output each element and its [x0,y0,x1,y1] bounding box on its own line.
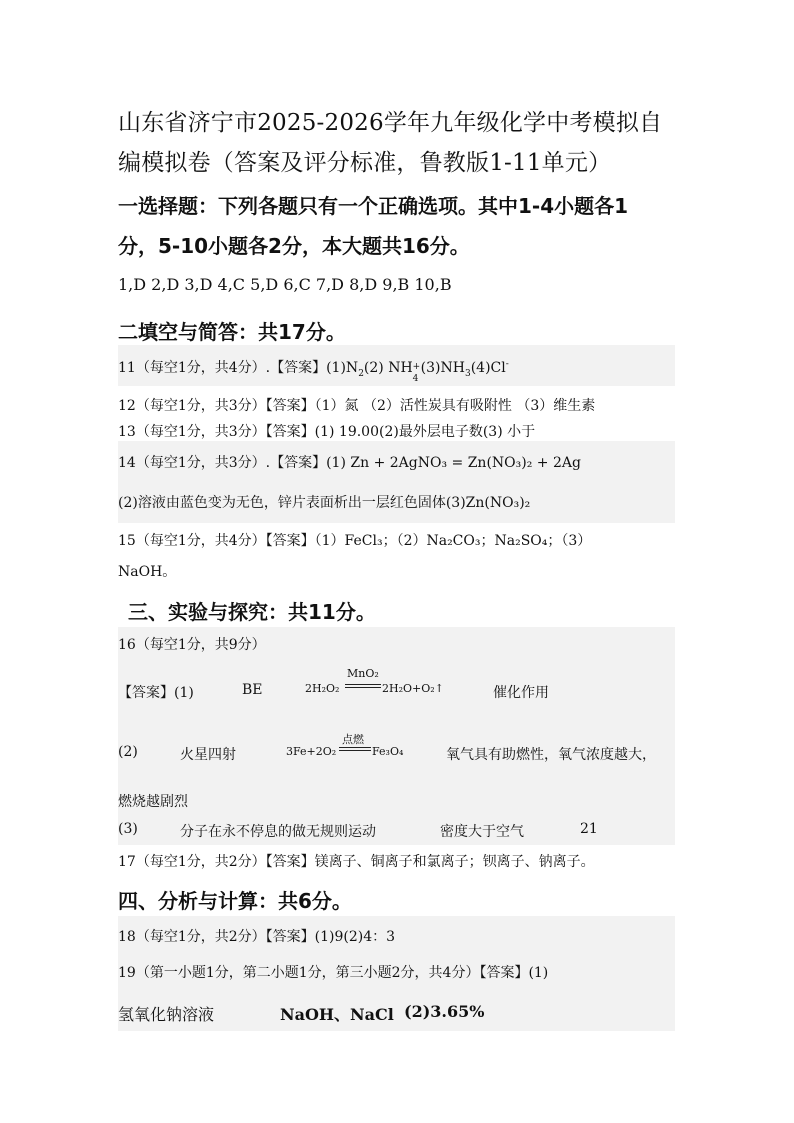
q14-equation: Zn + 2AgNO₃ = Zn(NO₃)₂ + 2Ag [350,455,581,471]
q17-answer: 17（每空1分，共2分）【答案】镁离子、铜离子和氯离子；钡离子、钠离子。 [118,854,595,870]
section1-answers: 1,D 2,D 3,D 4,C 5,D 6,C 7,D 8,D 9,B 10,B [118,275,452,294]
q16-row1-answer-a: BE [242,682,263,698]
q18-answer: 18（每空1分，共2分）【答案】(1)9(2)4：3 [118,929,396,945]
q19-answer-a: 氢氧化钠溶液 [118,1005,215,1024]
q16-heading: 16（每空1分，共9分） [118,637,266,653]
q16-row1-eq-bar [345,684,381,688]
section3-heading: 三、实验与探究：共11分。 [128,600,376,624]
doc-title-line2: 编模拟卷（答案及评分标准，鲁教版1-11单元） [118,150,612,176]
q16-shade [118,627,675,845]
q16-row2-answer-a: 火星四射 [180,747,236,763]
q16-row1-answer-c: 催化作用 [493,685,549,701]
q16-row2-answer-c-cont: 燃烧越剧烈 [118,794,188,810]
q16-row3-label: (3) [118,821,138,837]
q12-answer: 12（每空1分，共3分）【答案】（1）氮 （2）活性炭具有吸附性 （3）维生素 [118,398,596,414]
q16-row1-label: 【答案】(1) [118,685,194,701]
q16-row1-eq-left: 2H₂O₂ [305,682,340,695]
q19-answer-c: (2)3.65% [404,1002,485,1021]
q19-answer-line1: 19（第一小题1分，第二小题1分，第三小题2分，共4分）【答案】(1) [118,965,549,981]
q16-row2-eq-bar [339,747,371,751]
section1-heading-line2: 分，5-10小题各2分，本大题共16分。 [118,234,470,258]
section1-heading-line1: 一选择题：下列各题只有一个正确选项。其中1-4小题各1 [118,194,629,218]
q16-row2-label: (2) [118,744,138,760]
q16-row1-eq-condition: MnO₂ [347,667,379,680]
q16-row2-eq-left: 3Fe+2O₂ [286,745,337,758]
q15-answer-line1: 15（每空1分，共4分）【答案】（1）FeCl₃；（2）Na₂CO₃；Na₂SO₄；（3） [118,533,592,549]
q14-answer-line2: (2)溶液由蓝色变为无色，锌片表面析出一层红色固体(3)Zn(NO₃)₂ [118,495,531,511]
q14-formula: Zn(NO₃)₂ [465,495,531,511]
doc-title-line1: 山东省济宁市2025-2026学年九年级化学中考模拟自 [118,110,663,136]
q16-row2-eq-condition: 点燃 [342,733,364,746]
q11-answer: 11（每空1分，共4分）.【答案】$(1)N_2(2)$ NH + 4 $(3)NH_3(4)Cl^-$ [118,359,509,384]
q14-answer-line1: 14（每空1分，共3分）.【答案】(1) Zn + 2AgNO₃ = Zn(NO₃)₂ + 2Ag [118,455,581,471]
section2-heading: 二填空与简答：共17分。 [118,320,346,344]
q16-row1-eq-right: 2H₂O+O₂↑ [382,682,444,695]
q16-row3-answer-c: 21 [580,821,598,837]
q15-answer-line2: NaOH。 [118,564,177,580]
q16-row3-answer-b: 密度大于空气 [440,824,524,840]
q16-row2-answer-c: 氧气具有助燃性，氧气浓度越大， [446,747,656,763]
q16-row2-eq-right: Fe₃O₄ [372,745,404,758]
q19-answer-b: NaOH、NaCl [280,1005,394,1024]
q16-row3-answer-a: 分子在永不停息的做无规则运动 [180,824,376,840]
section4-heading: 四、分析与计算：共6分。 [118,889,352,913]
q13-answer: 13（每空1分，共3分）【答案】(1) 19.00(2)最外层电子数(3) 小于 [118,424,536,440]
